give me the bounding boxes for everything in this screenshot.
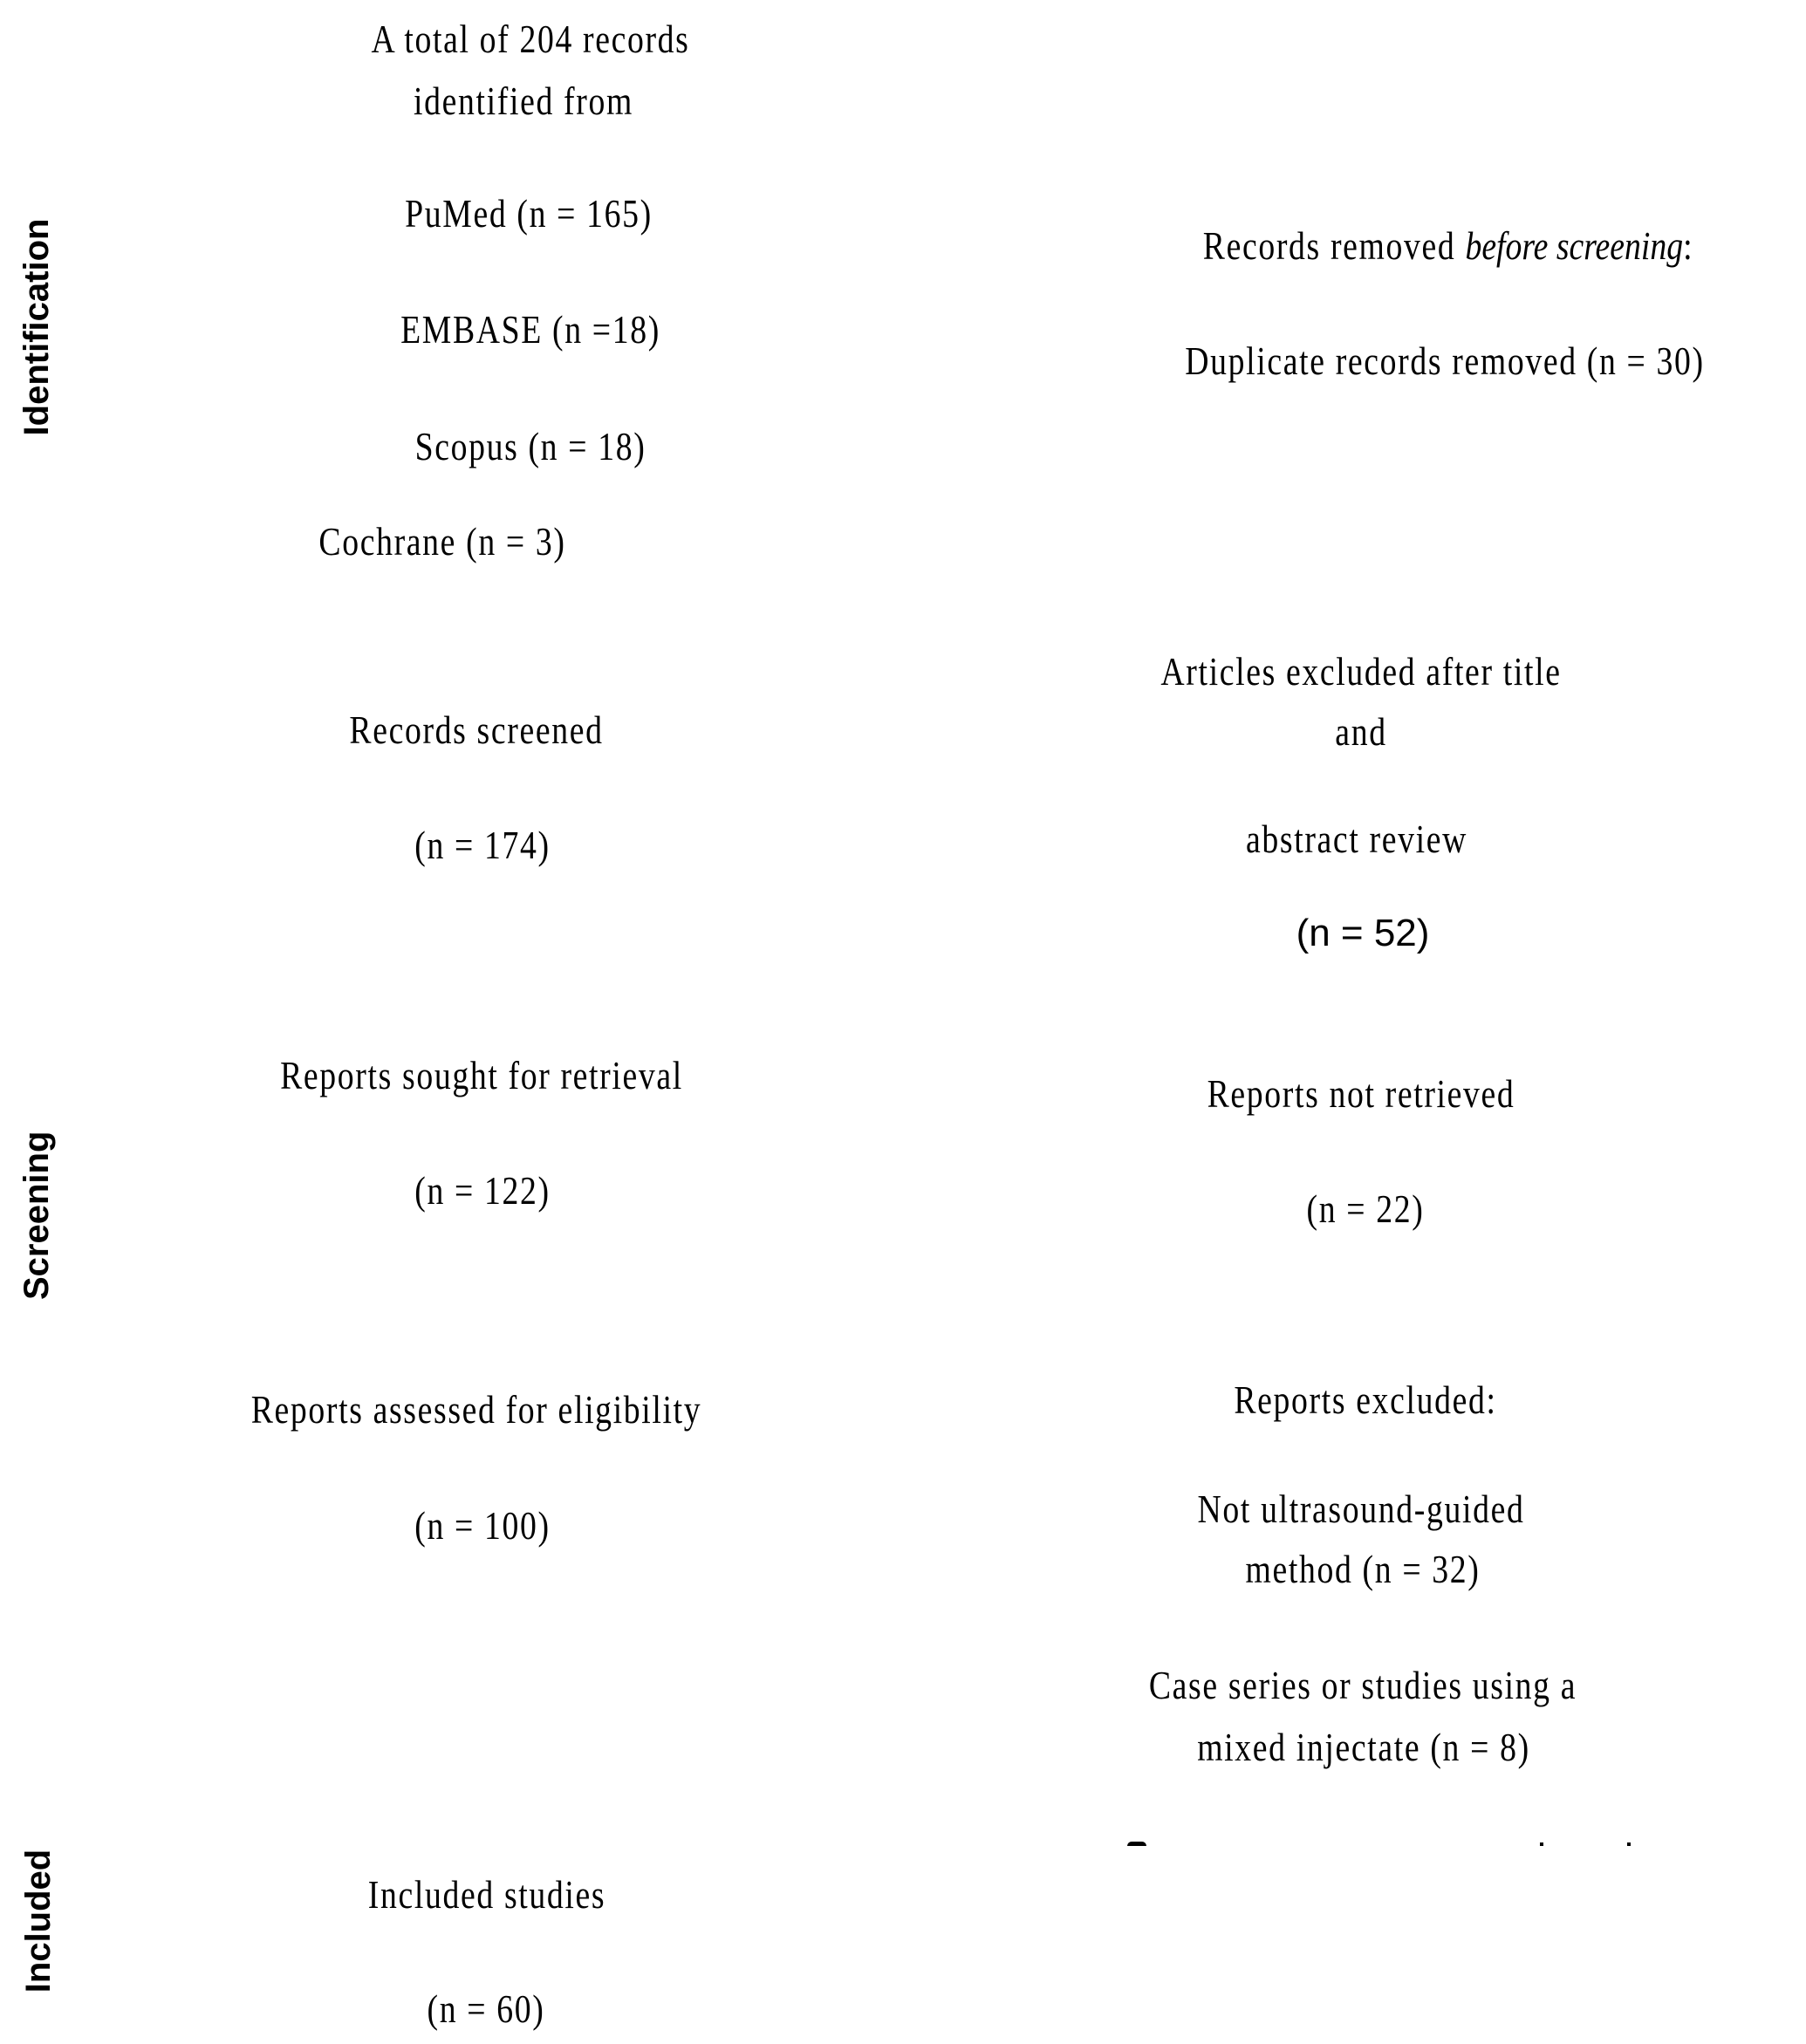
articles-excluded-count: (n = 52) <box>1296 912 1430 954</box>
articles-excluded-line3: abstract review <box>1246 817 1467 861</box>
duplicates-removed: Duplicate records removed (n = 30) <box>1185 338 1705 383</box>
stage-label-screening: Screening <box>17 1131 56 1300</box>
reports-sought-label: Reports sought for retrieval <box>280 1053 683 1097</box>
records-identified-line1: A total of 204 records <box>371 17 690 61</box>
source-cochrane: Cochrane (n = 3) <box>318 519 566 564</box>
glyph-fragment <box>1127 1842 1146 1846</box>
included-studies-count: (n = 60) <box>427 1986 545 2031</box>
exclusion-reason-2-line2: mixed injectate (n = 8) <box>1197 1725 1530 1769</box>
articles-excluded-line1: Articles excluded after title <box>1160 649 1562 694</box>
reports-assessed-label: Reports assessed for eligibility <box>250 1387 702 1432</box>
records-removed-suffix: : <box>1683 223 1694 268</box>
records-identified-line2: identified from <box>414 79 633 123</box>
glyph-fragment <box>1540 1842 1543 1846</box>
clipped-text-fragment <box>1117 1832 1658 1849</box>
source-pubmed: PuMed (n = 165) <box>405 191 653 236</box>
stage-label-included: Included <box>19 1849 58 1993</box>
reports-sought-count: (n = 122) <box>414 1168 551 1213</box>
stage-label-screening-clip <box>16 1101 59 1302</box>
reports-assessed-count: (n = 100) <box>414 1503 551 1548</box>
glyph-fragment <box>1627 1842 1631 1846</box>
reports-not-retrieved-label: Reports not retrieved <box>1207 1071 1515 1116</box>
exclusion-reason-1-line2: method (n = 32) <box>1245 1547 1481 1591</box>
stage-label-identification: Identification <box>17 218 56 436</box>
records-removed-italic: before screening <box>1465 223 1684 268</box>
articles-excluded-line2: and <box>1335 709 1387 754</box>
records-screened-label: Records screened <box>349 708 604 752</box>
records-removed-prefix: Records removed <box>1202 223 1466 268</box>
reports-excluded-title: Reports excluded: <box>1234 1377 1497 1422</box>
included-studies-label: Included studies <box>367 1872 606 1917</box>
exclusion-reason-2-line1: Case series or studies using a <box>1148 1663 1577 1707</box>
source-scopus: Scopus (n = 18) <box>414 424 646 468</box>
records-screened-count: (n = 174) <box>414 823 551 867</box>
source-embase: EMBASE (n =18) <box>400 307 660 352</box>
exclusion-reason-1-line1: Not ultrasound-guided <box>1197 1487 1525 1531</box>
reports-not-retrieved-count: (n = 22) <box>1306 1186 1425 1231</box>
records-removed-title <box>1202 223 1694 268</box>
